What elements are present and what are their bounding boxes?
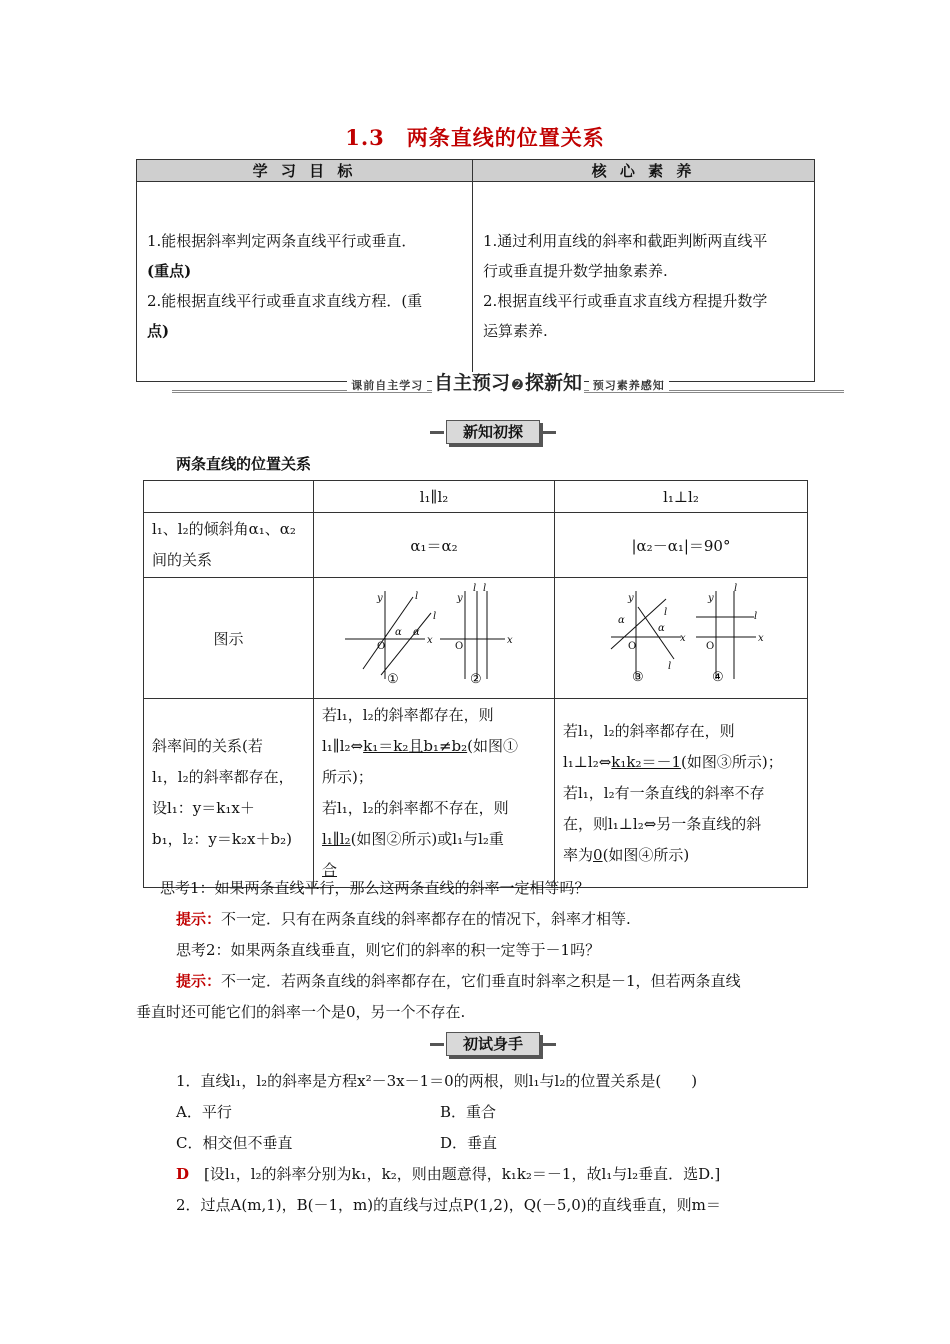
parallel-line: 所示)； xyxy=(322,768,373,786)
goals-left xyxy=(137,182,473,382)
goal-line: 2.根据直线平行或垂直求直线方程提升数学 xyxy=(483,292,768,310)
svg-text:x: x xyxy=(758,633,764,644)
svg-text:y: y xyxy=(628,593,634,604)
svg-text:l: l xyxy=(668,661,672,672)
banner-main2: 探新知 xyxy=(524,372,582,394)
q1-option-c: C．相交但不垂直 xyxy=(176,1134,293,1152)
arrow-icon: ➋ xyxy=(512,378,523,393)
banner-main1: 自主预习 xyxy=(434,372,511,394)
svg-text:α: α xyxy=(395,627,402,638)
q1-solution xyxy=(176,1159,816,1190)
section-banner xyxy=(172,368,844,398)
row3-label-line: b₁，l₂：y＝k₂x＋b₂) xyxy=(152,830,292,848)
svg-text:y: y xyxy=(708,593,714,604)
head-parallel: l₁∥l₂ xyxy=(314,481,555,513)
q1-solution-text: [设l₁，l₂的斜率分别为k₁，k₂，则由题意得，k₁k₂＝－1，故l₁与l₂垂直．选D.] xyxy=(204,1165,721,1183)
section-subheading: 两条直线的位置关系 xyxy=(176,455,312,473)
fig-label-2: ② xyxy=(470,672,482,687)
goal-line: 运算素养. xyxy=(483,322,548,340)
svg-text:α: α xyxy=(658,623,665,634)
question-2: 2．过点A(m,1)，B(－1，m)的直线与过点P(1,2)，Q(－5,0)的直线垂直，则m＝ xyxy=(176,1196,721,1214)
goal-line: 2.能根据直线平行或垂直求直线方程．(重 xyxy=(147,292,423,310)
svg-text:x: x xyxy=(427,635,433,646)
svg-text:l: l xyxy=(754,611,758,622)
figures-parallel xyxy=(314,578,555,699)
svg-text:l: l xyxy=(664,607,668,618)
hint-label: 提示： xyxy=(176,910,222,928)
goals-right xyxy=(473,182,815,382)
goals-head-left: 学 习 目 标 xyxy=(137,160,473,182)
think-2: 思考2：如果两条直线垂直，则它们的斜率的积一定等于－1吗？ xyxy=(176,941,601,959)
page-title: 1.3 两条直线的位置关系 xyxy=(345,125,605,150)
think-1: 思考1：如果两条直线平行，那么这两条直线的斜率一定相等吗？ xyxy=(160,879,590,897)
svg-text:α: α xyxy=(413,627,420,638)
parallel-line: 若l₁，l₂的斜率都存在，则 xyxy=(322,706,494,724)
goals-table xyxy=(136,159,815,382)
parallel-coincide: 合 xyxy=(322,861,338,879)
perp-line: 若l₁，l₂有一条直线的斜率不存 xyxy=(563,783,765,802)
row3-parallel xyxy=(314,699,555,888)
tag-label: 新知初探 xyxy=(446,420,540,444)
corner-cell xyxy=(144,481,314,513)
svg-text:y: y xyxy=(457,593,463,604)
perp-slope-zero: 0 xyxy=(593,845,603,864)
q1-option-b: B．重合 xyxy=(440,1103,497,1121)
svg-text:l: l xyxy=(415,591,419,602)
head-perp: l₁⊥l₂ xyxy=(555,481,808,513)
hint-2-text-a: 不一定．若两条直线的斜率都存在，它们垂直时斜率之积是－1，但若两条直线 xyxy=(221,972,741,990)
svg-text:O: O xyxy=(628,641,637,652)
tag-label: 初试身手 xyxy=(446,1032,540,1056)
hint-2 xyxy=(176,966,816,997)
row3-label xyxy=(144,699,314,888)
fig-label-1: ① xyxy=(387,672,399,687)
svg-text:x: x xyxy=(507,635,513,646)
row1-label-a: l₁、l₂的倾斜角α₁、α₂ xyxy=(152,520,296,538)
row1-label-b: 间的关系 xyxy=(152,551,213,569)
svg-text:O: O xyxy=(706,641,715,652)
fig1-line1 xyxy=(363,597,413,669)
parallel-vertical: l₁∥l₂ xyxy=(322,830,351,848)
parallel-line: 若l₁，l₂的斜率都不存在，则 xyxy=(322,799,509,817)
svg-text:l: l xyxy=(433,611,437,622)
relation-table xyxy=(143,480,808,888)
perp-slope-label: 率为 xyxy=(563,845,594,864)
fig1-line2 xyxy=(381,613,431,675)
row3-label-line: 斜率间的关系(若 xyxy=(152,737,263,755)
goal-line: 1.能根据斜率判定两条直线平行或垂直． xyxy=(147,232,417,250)
perp-line: 若l₁，l₂的斜率都存在，则 xyxy=(563,721,735,740)
parallel-iff: l₁∥l₂⇔ xyxy=(322,737,364,755)
perp-figures xyxy=(556,579,806,697)
q1-option-d: D．垂直 xyxy=(440,1134,498,1152)
question-1: 1．直线l₁，l₂的斜率是方程x²－3x－1＝0的两根，则l₁与l₂的位置关系是( ) xyxy=(176,1072,698,1090)
tag-try xyxy=(430,1032,556,1056)
row1-parallel: α₁＝α₂ xyxy=(314,513,555,578)
svg-text:l: l xyxy=(483,583,487,594)
svg-text:x: x xyxy=(680,633,686,644)
row1-label xyxy=(144,513,314,578)
banner-left: 课前自主学习 xyxy=(347,379,427,392)
svg-text:O: O xyxy=(455,641,464,652)
hint-1-text: 不一定．只有在两条直线的斜率都存在的情况下，斜率才相等. xyxy=(221,910,631,928)
row3-perp xyxy=(555,699,808,888)
q1-answer: D xyxy=(176,1165,190,1183)
fig-label-3: ③ xyxy=(632,670,644,685)
perp-line: 在，则l₁⊥l₂⇔另一条直线的斜 xyxy=(563,814,762,833)
perp-iff: l₁⊥l₂⇔ xyxy=(563,752,612,771)
fig3-line2 xyxy=(638,607,674,659)
svg-text:α: α xyxy=(618,615,625,626)
perp-condition: k₁k₂＝－1 xyxy=(611,752,682,771)
hint-1 xyxy=(176,904,856,935)
row3-label-line: 设l₁：y＝k₁x＋ xyxy=(152,799,255,817)
row3-label-line: l₁，l₂的斜率都存在， xyxy=(152,768,294,786)
goal-line: 点) xyxy=(147,322,170,340)
hint-2-b: 垂直时还可能它们的斜率一个是0，另一个不存在. xyxy=(136,1003,466,1021)
tag-new-knowledge xyxy=(430,420,556,444)
goals-head-right: 核 心 素 养 xyxy=(473,160,815,182)
row1-perp: |α₂－α₁|＝90° xyxy=(555,513,808,578)
parallel-condition: k₁＝k₂且b₁≠b₂ xyxy=(363,737,468,755)
svg-text:l: l xyxy=(473,583,477,594)
row2-label: 图示 xyxy=(144,578,314,699)
perp-see-fig: (如图③所示)； xyxy=(681,752,783,771)
hint-label: 提示： xyxy=(176,972,222,990)
fig-label-4: ④ xyxy=(712,670,724,685)
goal-line: 1.通过利用直线的斜率和截距判断两直线平 xyxy=(483,232,768,250)
goal-line: 行或垂直提升数学抽象素养. xyxy=(483,262,668,280)
svg-text:y: y xyxy=(377,593,383,604)
q1-option-a: A．平行 xyxy=(176,1103,232,1121)
perp-see-fig4: (如图④所示) xyxy=(602,845,690,864)
goal-line: (重点) xyxy=(147,262,192,280)
parallel-figures xyxy=(315,579,553,697)
svg-text:O: O xyxy=(377,641,386,652)
banner-right: 预习素养感知 xyxy=(589,379,669,392)
parallel-see-fig2: (如图②所示)或l₁与l₂重 xyxy=(350,830,504,848)
parallel-see-fig: (如图① xyxy=(467,737,518,755)
svg-text:l: l xyxy=(734,583,738,594)
figures-perp xyxy=(555,578,808,699)
